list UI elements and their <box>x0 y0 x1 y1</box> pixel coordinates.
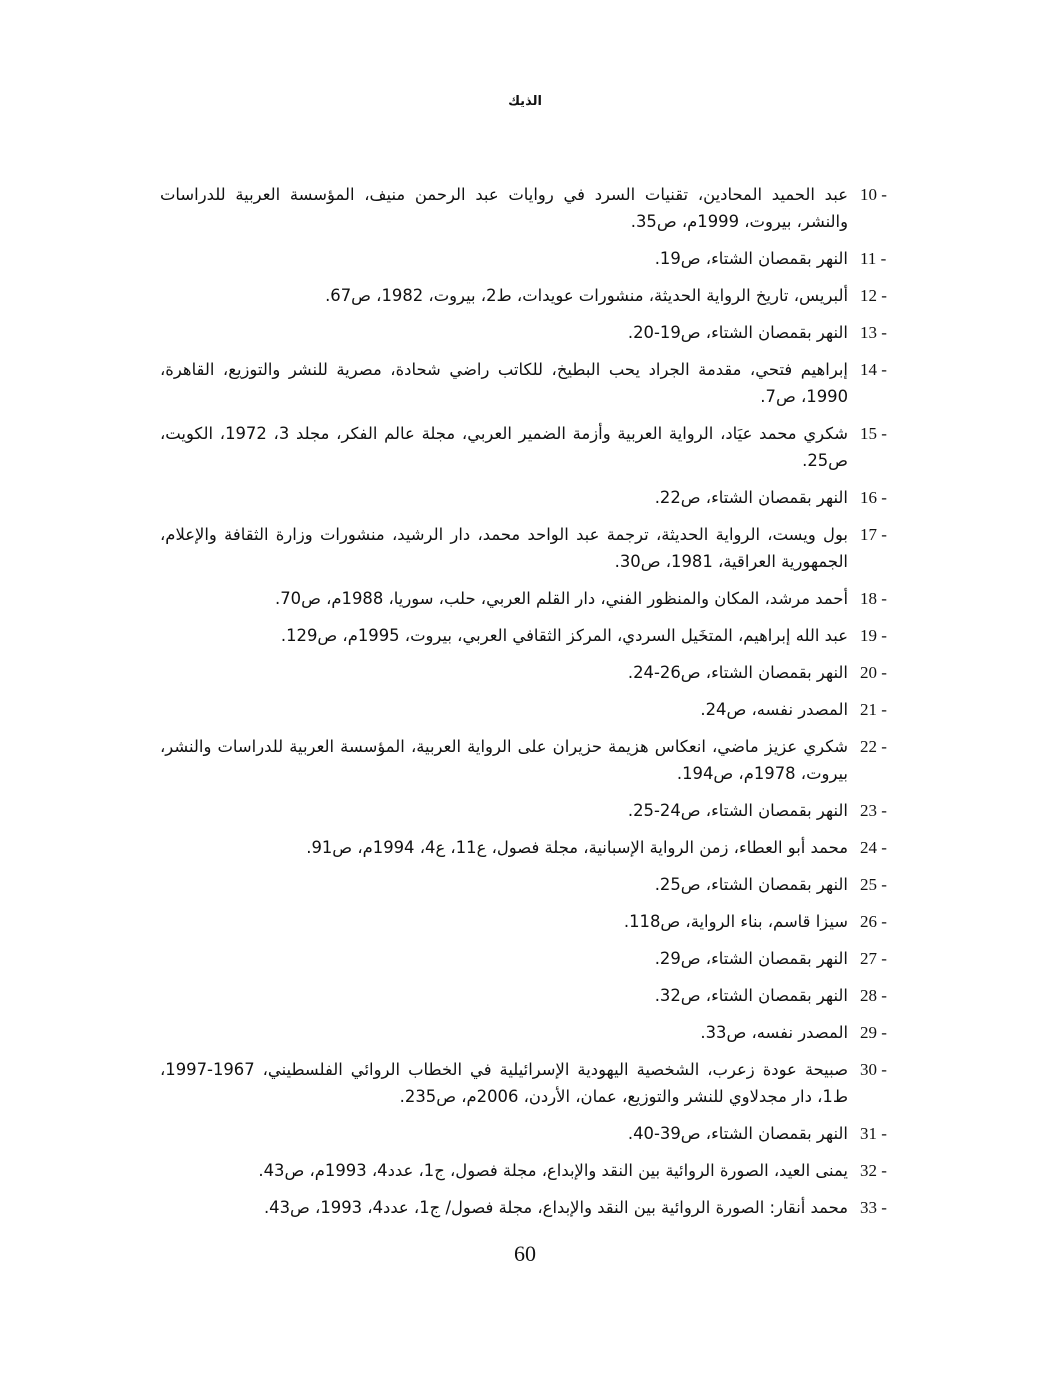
endnote-number: 14 - <box>860 360 887 379</box>
endnote-item <box>160 245 910 272</box>
endnote-text: المصدر نفسه، ص33. <box>700 1023 848 1042</box>
endnote-text: ألبريس، تاريخ الرواية الحديثة، منشورات عويدات، ط2، بيروت، 1982، ص67. <box>325 286 848 305</box>
endnote-item <box>160 871 910 898</box>
endnote-number: 17 - <box>860 525 887 544</box>
endnote-item <box>160 282 910 309</box>
endnote-item <box>160 908 910 935</box>
endnote-number: 22 - <box>860 737 887 756</box>
endnote-number: 24 - <box>860 838 887 857</box>
endnote-number: 31 - <box>860 1124 887 1143</box>
endnote-text: عبد الله إبراهيم، المتخَيل السردي، المركز الثقافي العربي، بيروت، 1995م، ص129. <box>280 626 848 645</box>
endnote-number: 12 - <box>860 286 887 305</box>
endnote-item <box>160 484 910 511</box>
endnote-text: النهر بقمصان الشتاء، ص24-25. <box>627 801 848 820</box>
endnote-item <box>160 1194 910 1221</box>
endnote-number: 28 - <box>860 986 887 1005</box>
endnote-text: النهر بقمصان الشتاء، ص39-40. <box>627 1124 848 1143</box>
endnote-number: 30 - <box>860 1060 887 1079</box>
endnote-text: يمنى العيد، الصورة الروائية بين النقد والإبداع، مجلة فصول، ج1، عدد4، 1993م، ص43. <box>258 1161 848 1180</box>
endnote-text: عبد الحميد المحادين، تقنيات السرد في روايات عبد الرحمن منيف، المؤسسة العربية للدراسات والنشر، بيروت، 1999م، ص35. <box>160 185 848 231</box>
running-header: الذيك <box>508 94 542 109</box>
endnote-number: 33 - <box>860 1198 887 1217</box>
endnote-item <box>160 834 910 861</box>
endnote-item <box>160 1157 910 1184</box>
endnote-item <box>160 982 910 1009</box>
endnote-item <box>160 420 910 474</box>
endnote-number: 32 - <box>860 1161 887 1180</box>
endnote-item <box>160 945 910 972</box>
endnote-text: محمد أبو العطاء، زمن الرواية الإسبانية، مجلة فصول، ع11، ع4، 1994م، ص91. <box>306 838 848 857</box>
endnote-text: المصدر نفسه، ص24. <box>700 700 848 719</box>
endnote-number: 29 - <box>860 1023 887 1042</box>
endnote-text: محمد أنقار: الصورة الروائية بين النقد والإبداع، مجلة فصول/ ج1، عدد4، 1993، ص43. <box>263 1198 848 1217</box>
endnote-text: النهر بقمصان الشتاء، ص22. <box>654 488 848 507</box>
endnote-item <box>160 356 910 410</box>
endnote-number: 13 - <box>860 323 887 342</box>
endnote-item <box>160 622 910 649</box>
endnote-number: 18 - <box>860 589 887 608</box>
endnote-text: النهر بقمصان الشتاء، ص32. <box>654 986 848 1005</box>
endnote-number: 19 - <box>860 626 887 645</box>
endnote-text: شكري عزيز ماضي، انعكاس هزيمة حزيران على الرواية العربية، المؤسسة العربية للدراسات والنشر، بيروت، 1978م، ص194. <box>160 737 848 783</box>
endnote-text: النهر بقمصان الشتاء، ص25. <box>654 875 848 894</box>
endnote-item <box>160 696 910 723</box>
endnote-number: 23 - <box>860 801 887 820</box>
endnote-text: النهر بقمصان الشتاء، ص29. <box>654 949 848 968</box>
endnote-number: 26 - <box>860 912 887 931</box>
endnote-text: النهر بقمصان الشتاء، ص19. <box>654 249 848 268</box>
endnotes-list <box>160 181 910 1231</box>
endnote-text: بول ويست، الرواية الحديثة، ترجمة عبد الواحد محمد، دار الرشيد، منشورات وزارة الثقافة والإعلام، الجمهورية العراقية، 1981، ص30. <box>160 525 848 571</box>
endnote-number: 27 - <box>860 949 887 968</box>
endnote-number: 10 - <box>860 185 887 204</box>
endnote-item <box>160 585 910 612</box>
endnote-item <box>160 521 910 575</box>
endnote-text: النهر بقمصان الشتاء، ص26-24. <box>627 663 848 682</box>
endnote-text: أحمد مرشد، المكان والمنظور الفني، دار القلم العربي، حلب، سوريا، 1988م، ص70. <box>275 589 848 608</box>
endnote-number: 15 - <box>860 424 887 443</box>
endnote-text: صبيحة عودة زعرب، الشخصية اليهودية الإسرائيلية في الخطاب الروائي الفلسطيني، 1967-1997، ط1، دار مجدلاوي للنشر والتوزيع، عمان، الأردن، 2006م، ص235. <box>160 1060 848 1106</box>
endnote-text: النهر بقمصان الشتاء، ص19-20. <box>627 323 848 342</box>
endnote-number: 21 - <box>860 700 887 719</box>
endnote-text: إبراهيم فتحي، مقدمة الجراد يحب البطيخ، للكاتب راضي شحادة، مصرية للنشر والتوزيع، القاهرة، 1990، ص7. <box>160 360 848 406</box>
endnote-item <box>160 733 910 787</box>
endnote-item <box>160 181 910 235</box>
page-number: 60 <box>514 1241 536 1266</box>
endnote-number: 25 - <box>860 875 887 894</box>
endnote-item <box>160 1056 910 1110</box>
endnote-number: 16 - <box>860 488 887 507</box>
endnote-number: 11 - <box>860 249 887 268</box>
endnote-item <box>160 797 910 824</box>
endnote-text: سيزا قاسم، بناء الرواية، ص118. <box>623 912 848 931</box>
endnote-text: شكري محمد عيَاد، الرواية العربية وأزمة الضمير العربي، مجلة عالم الفكر، مجلد 3، 1972، الكويت، ص25. <box>160 424 848 470</box>
endnote-item <box>160 319 910 346</box>
endnote-item <box>160 1019 910 1046</box>
endnote-item <box>160 659 910 686</box>
endnote-item <box>160 1120 910 1147</box>
endnote-number: 20 - <box>860 663 887 682</box>
